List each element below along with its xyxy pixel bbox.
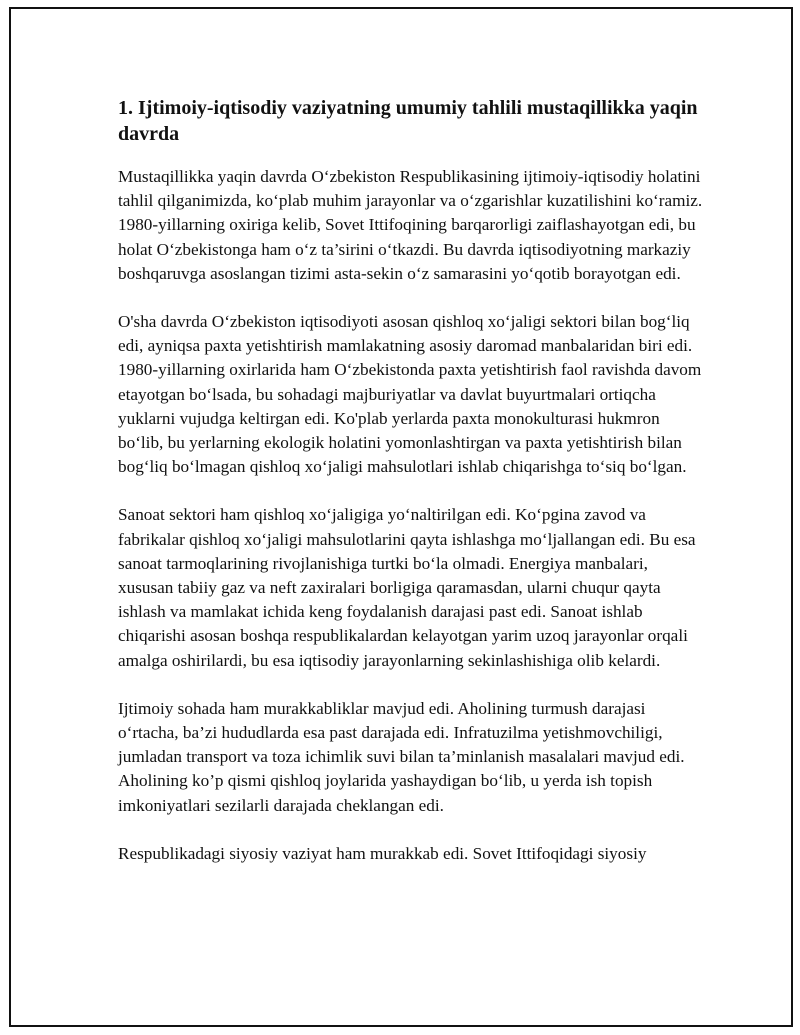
document-content [118,95,703,890]
section-heading: 1. Ijtimoiy-iqtisodiy vaziyatning umumiy tahlili mustaqillikka yaqin davrda [118,97,698,145]
document-page [9,7,793,1027]
paragraph-4: Ijtimoiy sohada ham murakkabliklar mavjud edi. Aholining turmush darajasi o‘rtacha, ba’zi hududlarda esa past darajada edi. Infratuzilma yetishmovchiligi, jumladan transport va toza ichimlik suvi bilan ta’minlanish masalalari mavjud edi. Aholining ko’p qismi qishloq joylarida yashaydigan bo‘lib, u yerda ish topish imkoniyatlari sezilarli darajada cheklangan edi. [118,698,685,815]
paragraph-5: Respublikadagi siyosiy vaziyat ham murakkab edi. Sovet Ittifoqidagi siyosiy [118,843,647,863]
paragraph-1: Mustaqillikka yaqin davrda O‘zbekiston Respublikasining ijtimoiy-iqtisodiy holatini tahlil qilganimizda, ko‘plab muhim jarayonlar va o‘zgarishlar kuzatilishini ko‘ramiz. 1980-yillarning oxiriga kelib, Sovet Ittifoqining barqarorligi zaiflashayotgan edi, bu holat O‘zbekistonga ham o‘z ta’sirini o‘tkazdi. Bu davrda iqtisodiyotning markaziy boshqaruvga asoslangan tizimi asta-sekin o‘z samarasini yo‘qotib borayotgan edi. [118,167,703,283]
paragraph-2: O'sha davrda O‘zbekiston iqtisodiyoti asosan qishloq xo‘jaligi sektori bilan bog‘liq edi, ayniqsa paxta yetishtirish mamlakatning asosiy daromad manbalaridan biri edi. 1980-yillarning oxirlarida ham O‘zbekistonda paxta yetishtirish faol ravishda davom etayotgan bo‘lsada, bu sohadagi majburiyatlar va davlat buyurtmalari ortiqcha yuklarni vujudga keltirgan edi. Ko'plab yerlarda paxta monokulturasi hukmron bo‘lib, bu yerlarning ekologik holatini yomonlashtirgan va paxta yetishtirish bilan bog‘liq bo‘lmagan qishloq xo‘jaligi mahsulotlari ishlab chiqarishga to‘siq bo‘lgan. [118,312,702,477]
paragraph-3: Sanoat sektori ham qishloq xo‘jaligiga yo‘naltirilgan edi. Ko‘pgina zavod va fabrikalar qishloq xo‘jaligi mahsulotlarini qayta ishlashga mo‘ljallangan edi. Bu esa sanoat tarmoqlarining rivojlanishiga turtki bo‘la olmadi. Energiya manbalari, xususan tabiiy gaz va neft zaxiralari borligiga qaramasdan, ularni chuqur qayta ishlash va mamlakat ichida keng foydalanish darajasi past edi. Sanoat ishlab chiqarishi asosan boshqa respublikalardan kelayotgan yarim uzoq jarayonlar orqali amalga oshirilardi, bu esa iqtisodiy jarayonlarning sekinlashishiga olib kelardi. [118,505,696,670]
